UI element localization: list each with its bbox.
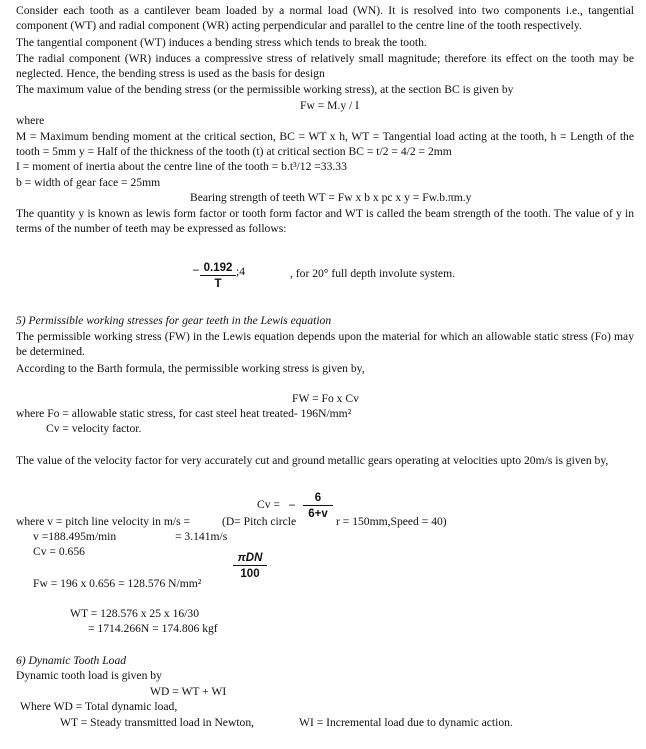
pitch-circle-note: (D= Pitch circle	[222, 515, 297, 528]
section-5-where-1: where Fo = allowable static stress, for cast steel heat treated- 196N/mm²	[16, 407, 352, 420]
lewis-suffix-value: 4	[239, 265, 246, 278]
section-5-line-1: The permissible working stress (FW) in the Lewis equation depends upon the material for which an allowable static stress (Fo) may	[16, 330, 634, 343]
cv-value: Cv = 0.656	[33, 545, 85, 558]
section-5-where-2: Cv = velocity factor.	[46, 422, 142, 435]
cv-fraction	[303, 492, 333, 520]
velocity-definition: where v = pitch line velocity in m/s =	[16, 515, 191, 528]
lewis-system-note: , for 20° full depth involute system.	[290, 267, 455, 280]
where-line-6: terms of the number of teeth may be expressed as follows:	[16, 222, 287, 235]
lewis-suffix: ;4	[236, 265, 246, 278]
bending-stress-equation: Fw = M.y / I	[300, 99, 360, 112]
intro-line-3: The tangential component (WT) induces a bending stress which tends to break the tooth.	[16, 36, 427, 49]
lewis-minus: –	[193, 263, 199, 276]
pidn-denominator: 100	[240, 568, 260, 580]
lewis-numerator: 0.192	[203, 262, 233, 274]
where-line-4: b = width of gear face = 25mm	[16, 176, 161, 189]
velocity-value: v =188.495m/min	[33, 530, 117, 543]
velocity-factor-text: The value of the velocity factor for very accurately cut and ground metallic gears operating at velocities upto 20m/s is given by,	[16, 454, 609, 467]
lewis-fraction	[200, 262, 236, 290]
bearing-strength-equation: Bearing strength of teeth WT = Fw x b x pc x y = Fw.b.πm.y	[190, 191, 472, 204]
cv-minus: –	[289, 498, 295, 511]
where-line-5: The quantity y is known as lewis form factor or tooth form factor and WT is called the beam strength of the tooth. The value of y in	[16, 207, 634, 220]
section-6-where-1: Where WD = Total dynamic load,	[20, 700, 178, 713]
where-label: where	[16, 114, 45, 127]
barth-equation: FW = Fo x Cv	[292, 392, 359, 405]
pitch-circle-note-tail: r = 150mm,Speed = 40)	[336, 515, 447, 528]
section-5-line-2: be determined.	[16, 345, 85, 358]
where-line-1: M = Maximum bending moment at the critical section, BC = WT x h, WT = Tangential load acting at the tooth, h = Length of the	[16, 130, 634, 143]
wt-calculation-1: WT = 128.576 x 25 x 16/30	[70, 607, 200, 620]
section-6-where-2: WT = Steady transmitted load in Newton,	[60, 716, 255, 729]
cv-numerator: 6	[314, 492, 322, 504]
where-line-3: I = moment of inertia about the centre line of the tooth = b.t³/12 =33.33	[16, 160, 347, 173]
fw-calculation: Fw = 196 x 0.656 = 128.576 N/mm²	[33, 577, 202, 590]
section-5-heading: 5) Permissible working stresses for gear teeth in the Lewis equation	[16, 314, 332, 327]
intro-line-6: The maximum value of the bending stress (or the permissible working stress), at the section BC is given by	[16, 83, 514, 96]
wt-calculation-2: = 1714.266N = 174.806 kgf	[88, 622, 218, 635]
velocity-ms: = 3.141m/s	[175, 530, 228, 543]
dynamic-load-equation: WD = WT + WI	[150, 685, 227, 698]
intro-line-5: neglected. Hence, the bending stress is used as the basis for design	[16, 67, 325, 80]
intro-line-2: component (WT) and radial component (WR) acting perpendicular and parallel to the centre line of the tooth respectively.	[16, 19, 582, 32]
lewis-denominator: T	[214, 278, 222, 290]
section-5-line-3: According to the Barth formula, the permissible working stress is given by,	[16, 362, 365, 375]
section-6-heading: 6) Dynamic Tooth Load	[16, 654, 127, 667]
section-6-line-1: Dynamic tooth load is given by	[16, 669, 162, 682]
section-6-where-3: WI = Incremental load due to dynamic action.	[299, 716, 513, 729]
cv-label: Cv =	[257, 498, 280, 511]
pidn-numerator: πDN	[237, 552, 263, 564]
cv-denominator: 6+v	[308, 508, 328, 520]
intro-line-1: Consider each tooth as a cantilever beam loaded by a normal load (WN). It is resolved into two components i.e., tangential	[16, 4, 634, 17]
pidn-fraction	[233, 552, 267, 580]
intro-line-4: The radial component (WR) induces a compressive stress of relatively small magnitude; therefore its effect on the tooth may be	[16, 52, 634, 65]
where-line-2: tooth = 5mm y = Half of the thickness of the tooth (t) at critical section BC = t/2 = 4/2 = 2mm	[16, 145, 452, 158]
